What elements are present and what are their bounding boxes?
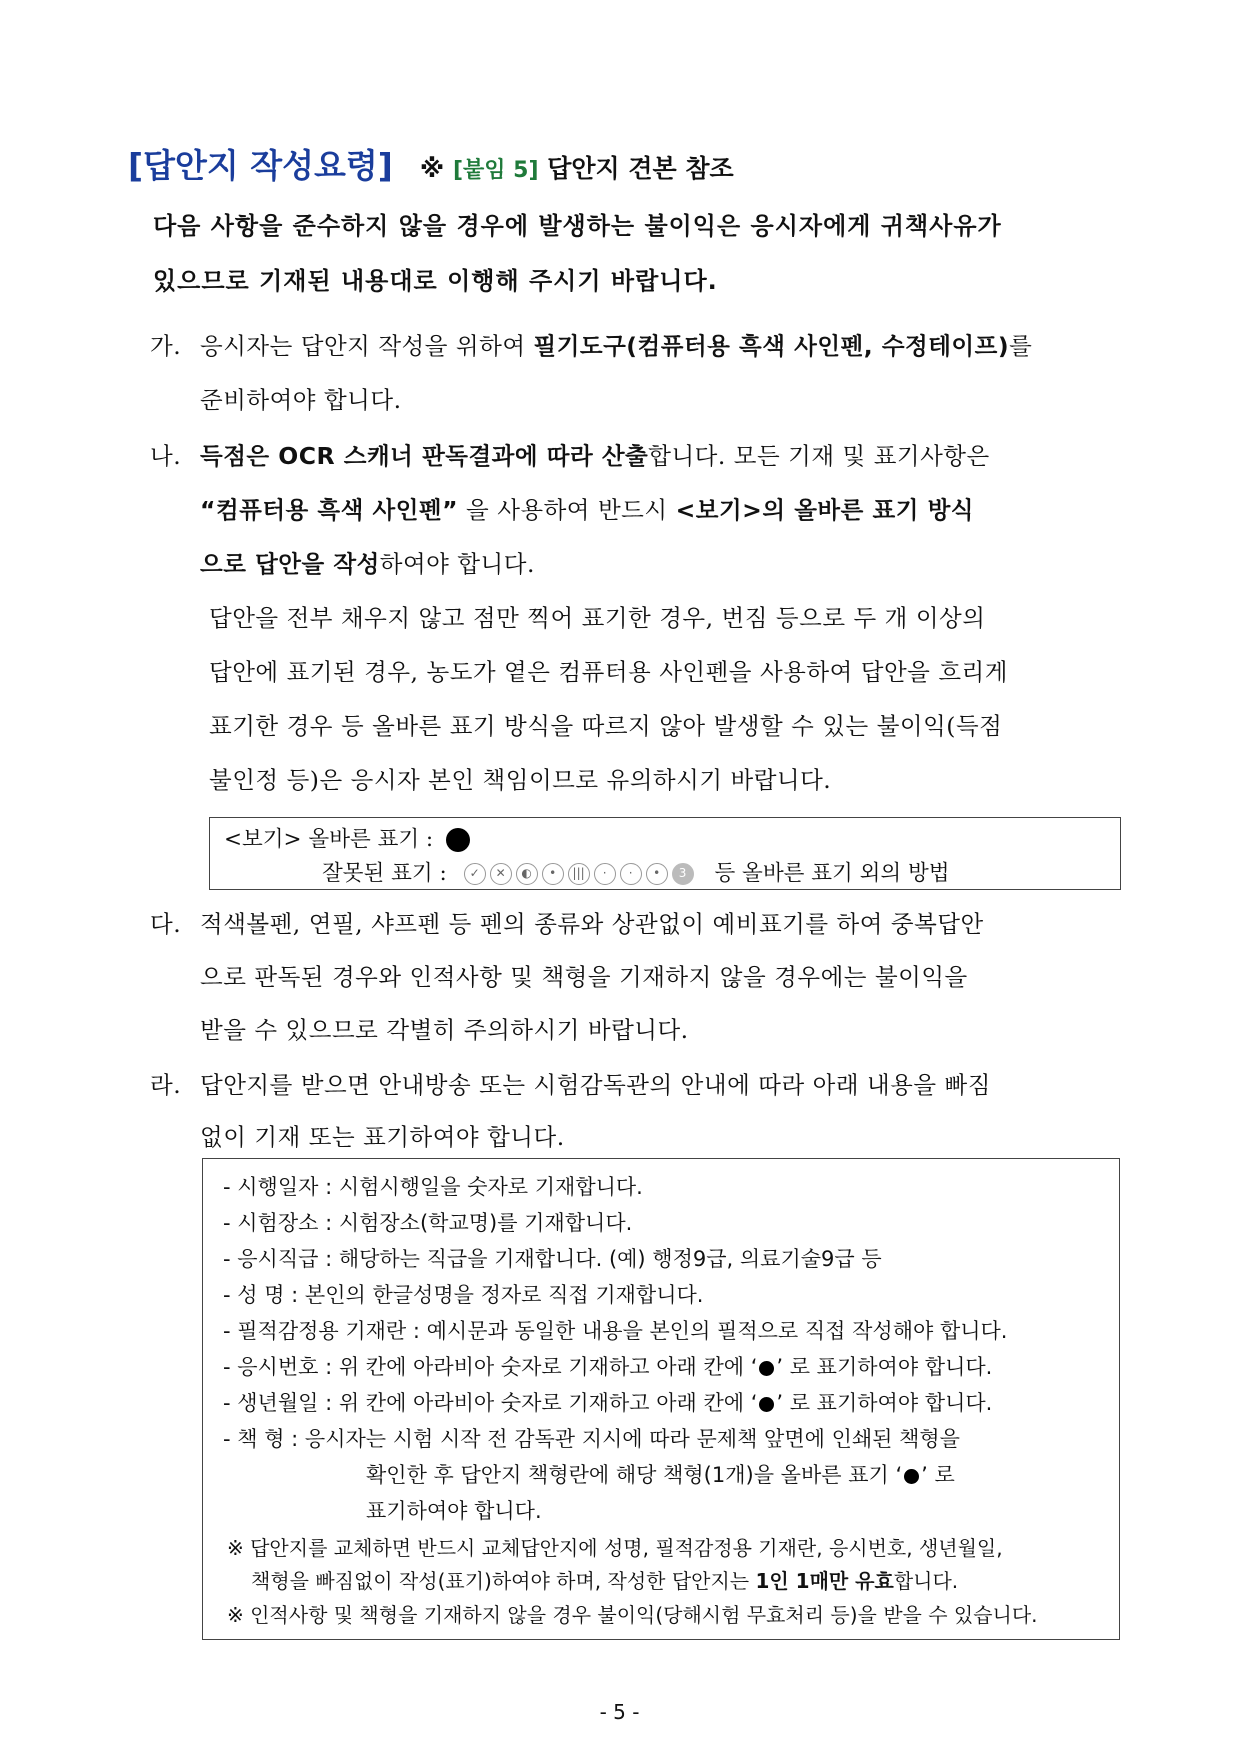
note-replacement-2: 책형을 빠짐없이 작성(표기)하여야 하며, 작성한 답안지는 1인 1매만 유효합니다. [251,1569,959,1593]
note-penalty: ※ 인적사항 및 책형을 기재하지 않을 경우 불이익(당해시험 무효처리 등)을 받을 수 있습니다. [227,1603,1038,1627]
rule-birthdate: - 생년월일 : 위 칸에 아라비아 숫자로 기재하고 아래 칸에 ‘ ’ 로 표기하여야 합니다. [223,1391,993,1415]
title-reference: ※ [붙임 5] 답안지 견본 참조 [419,154,734,183]
item-na-para-2: 답안에 표기된 경우, 농도가 옅은 컴퓨터용 사인펜을 사용하여 답안을 흐리게 [209,658,1008,686]
item-ra-marker: 라. [150,1071,182,1099]
rule-name: - 성 명 : 본인의 한글성명을 정자로 직접 기재합니다. [223,1283,704,1307]
filled-circle-icon [759,1397,774,1412]
item-da-line-1: 적색볼펜, 연필, 샤프펜 등 펜의 종류와 상관없이 예비표기를 하여 중복답안 [200,910,984,938]
rule-position: - 응시직급 : 해당하는 직급을 기재합니다. (예) 행정9급, 의료기술9급 등 [223,1247,882,1271]
filled-circle-icon [759,1361,774,1376]
striped-circle-icon: ||| [568,863,590,885]
half-circle-icon: ◐ [516,863,538,885]
wrong-mark-symbols [464,863,694,885]
dot-bottom-icon: · [594,863,616,885]
number-circle-icon: 3 [672,863,694,885]
x-mark-icon: ✕ [490,863,512,885]
dot-small-icon: · [620,863,642,885]
page-number: - 5 - [599,1700,640,1724]
intro-line-2: 있으므로 기재된 내용대로 이행해 주시기 바랍니다. [153,267,718,295]
item-na-para-4: 불인정 등)은 응시자 본인 책임이므로 유의하시기 바랍니다. [209,766,832,794]
item-na-line-1: 득점은 OCR 스캐너 판독결과에 따라 산출합니다. 모든 기재 및 표기사항은 [200,442,990,470]
intro-line-1: 다음 사항을 준수하지 않을 경우에 발생하는 불이익은 응시자에게 귀책사유가 [153,212,1002,240]
item-ra-line-2: 없이 기재 또는 표기하여야 합니다. [200,1123,565,1151]
check-mark-icon: ✓ [464,863,486,885]
example-box [209,817,1121,890]
item-ga-line-1: 응시자는 답안지 작성을 위하여 필기도구(컴퓨터용 흑색 사인펜, 수정테이프)를 [200,332,1033,360]
partial-fill-icon: • [646,863,668,885]
title-main: [답안지 작성요령] [128,146,393,185]
item-da-line-2: 으로 판독된 경우와 인적사항 및 책형을 기재하지 않을 경우에는 불이익을 [200,963,968,991]
item-na-para-3: 표기한 경우 등 올바른 표기 방식을 따르지 않아 발생할 수 있는 불이익(득점 [209,712,1003,740]
item-ga-line-2: 준비하여야 합니다. [200,386,402,414]
rule-handwriting: - 필적감정용 기재란 : 예시문과 동일한 내용을 본인의 필적으로 직접 작성해야 합니다. [223,1319,1008,1343]
item-ga-marker: 가. [150,332,182,360]
correct-mark-row: <보기> 올바른 표기 : [224,822,470,853]
item-da-line-3: 받을 수 있으므로 각별히 주의하시기 바랍니다. [200,1016,689,1044]
rule-booklet-type: - 책 형 : 응시자는 시험 시작 전 감독관 지시에 따라 문제책 앞면에 인쇄된 책형을 [223,1427,960,1451]
note-replacement-1: ※ 답안지를 교체하면 반드시 교체답안지에 성명, 필적감정용 기재란, 응시번호, 생년월일, [227,1536,1003,1560]
dot-center-icon: • [542,863,564,885]
rule-booklet-type-cont: 확인한 후 답안지 책형란에 해당 책형(1개)을 올바른 표기 ‘ ’ 로 [366,1463,955,1487]
filled-circle-icon [904,1469,919,1484]
rule-exam-place: - 시험장소 : 시험장소(학교명)를 기재합니다. [223,1211,633,1235]
rule-exam-date: - 시행일자 : 시험시행일을 숫자로 기재합니다. [223,1175,643,1199]
filled-circle-icon [446,828,470,852]
item-na-para-1: 답안을 전부 채우지 않고 점만 찍어 표기한 경우, 번짐 등으로 두 개 이상의 [209,604,986,632]
item-na-line-3: 으로 답안을 작성하여야 합니다. [200,550,535,578]
item-na-line-2: “컴퓨터용 흑색 사인펜” 을 사용하여 반드시 <보기>의 올바른 표기 방식 [200,496,974,524]
rules-box [202,1158,1120,1640]
item-na-marker: 나. [150,442,182,470]
item-ra-line-1: 답안지를 받으면 안내방송 또는 시험감독관의 안내에 따라 아래 내용을 빠짐 [200,1071,991,1099]
attachment-label: [붙임 5] [452,158,539,183]
wrong-mark-row: 잘못된 표기 : ✓ ✕ ◐ • ||| · · • 3 등 올바른 표기 외의 방법 [322,861,950,886]
rule-exam-number: - 응시번호 : 위 칸에 아라비아 숫자로 기재하고 아래 칸에 ‘ ’ 로 표기하여야 합니다. [223,1355,993,1379]
section-title [128,140,734,187]
item-da-marker: 다. [150,910,182,938]
rule-booklet-type-end: 표기하여야 합니다. [366,1499,542,1523]
